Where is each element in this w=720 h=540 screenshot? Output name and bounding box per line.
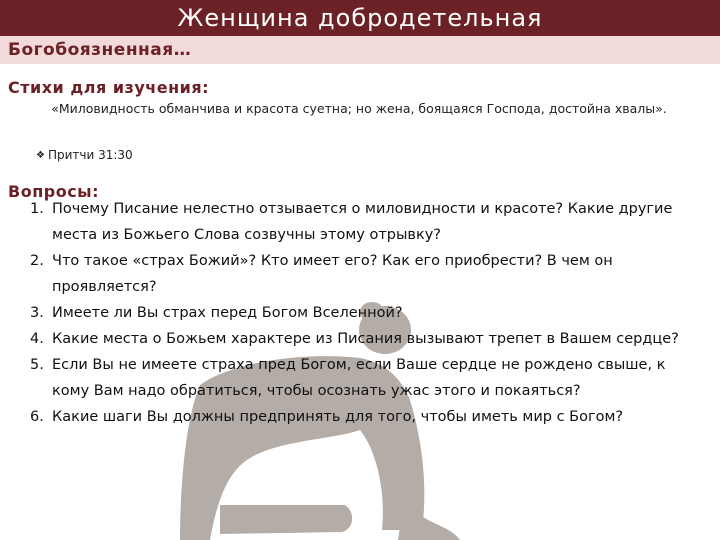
question-text: Почему Писание нелестно отзывается о миловидности и красоте? Какие другие места из Божьего Слова созвучны этому отрывку? <box>52 201 673 243</box>
list-item <box>30 326 695 352</box>
slide-subtitle: Богобоязненная… <box>8 40 192 60</box>
question-number: 1. <box>30 201 44 217</box>
verse-reference-text: Притчи 31:30 <box>47 148 133 162</box>
question-number: 5. <box>30 357 44 373</box>
list-item <box>30 404 695 430</box>
question-number: 2. <box>30 253 44 269</box>
question-text: Что такое «страх Божий»? Кто имеет его? Как его приобрести? В чем он проявляется? <box>52 253 613 295</box>
verses-heading: Стихи для изучения: <box>8 78 210 97</box>
question-number: 4. <box>30 331 44 347</box>
list-item <box>30 300 695 326</box>
verse-reference <box>36 148 133 162</box>
question-number: 3. <box>30 305 44 321</box>
verse-text: «Миловидность обманчива и красота суетна; но жена, боящаяся Господа, достойна хвалы». <box>51 101 667 116</box>
questions-list <box>30 196 695 430</box>
list-item <box>30 196 695 248</box>
question-text: Какие места о Божьем характере из Писания вызывают трепет в Вашем сердце? <box>52 331 679 347</box>
title-bar <box>0 0 720 36</box>
question-text: Какие шаги Вы должны предпринять для того, чтобы иметь мир с Богом? <box>52 409 624 425</box>
list-item <box>30 248 695 300</box>
list-item <box>30 352 695 404</box>
question-text: Если Вы не имеете страха пред Богом, если Ваше сердце не рождено свыше, к кому Вам надо обратиться, чтобы осознать ужас этого и покаяться? <box>52 357 666 399</box>
diamond-bullet-icon: ❖ <box>36 149 45 161</box>
question-text: Имеете ли Вы страх перед Богом Вселенной? <box>52 305 403 321</box>
slide-title: Женщина добродетельная <box>177 4 543 32</box>
subtitle-bar <box>0 36 720 64</box>
question-number: 6. <box>30 409 44 425</box>
questions-heading: Вопросы: <box>8 182 100 201</box>
